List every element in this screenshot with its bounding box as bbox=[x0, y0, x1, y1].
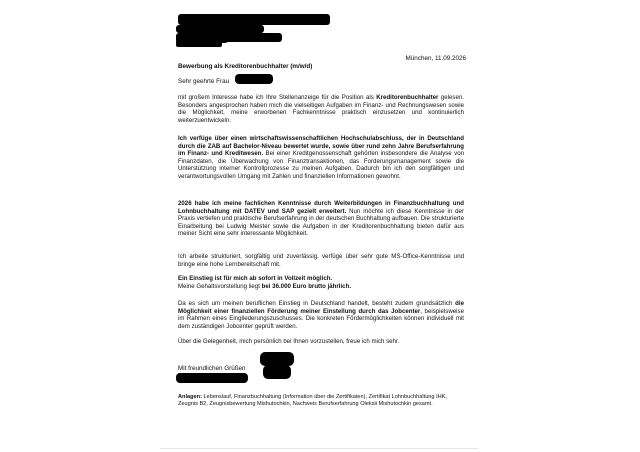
letter-page bbox=[160, 0, 478, 452]
redacted-address bbox=[176, 25, 264, 33]
intro-text: mit großem Interesse habe ich Ihre Stellenanzeige für die Position als bbox=[178, 94, 377, 101]
paragraph-skills bbox=[178, 253, 464, 268]
letter-salutation bbox=[178, 78, 229, 85]
availability-bold: Ein Einstieg ist für mich ab sofort in Vollzeit möglich. bbox=[178, 275, 333, 282]
attachments-text: Lebenslauf, Finanzbuchhaltung (Information über die Zertifikaten), Zertifikat Lohnbuchhaltung IHK, Zeugnis B2, Zeugnisbewertung Mishutochkin, Nachweis Berufserfahrung Oleksii Mishutochkin gesamt. bbox=[178, 394, 447, 407]
skills-text: Ich arbeite strukturiert, sorgfältig und zuverlässig, verfüge über sehr gute MS-Office-Kenntnisse und bringe eine hohe Lernbereitschaft mit. bbox=[178, 253, 464, 268]
paragraph-training bbox=[178, 200, 464, 238]
page-edge bbox=[160, 448, 478, 449]
redacted-recipient-name bbox=[235, 74, 273, 84]
funding-text-2: , beispielsweise im Rahmen eines Eingliederungszuschusses. Die konkreten Fördermöglichkeiten können individuell mit dem zuständigen Jobcenter geprüft werden. bbox=[178, 307, 464, 330]
funding-text: Da es sich um meinen beruflichen Einstieg in Deutschland handelt, besteht zudem grundsätzlich bbox=[178, 300, 456, 307]
redacted-signature bbox=[260, 352, 294, 366]
intro-position: Kreditorenbuchhalter bbox=[376, 94, 439, 101]
letter-subject: Bewerbung als Kreditorenbuchhalter (m/w/d) bbox=[178, 63, 313, 70]
redacted-recipient bbox=[176, 40, 222, 47]
letter-date: München, 11.09.2026 bbox=[405, 55, 466, 62]
paragraph-intro bbox=[178, 94, 464, 124]
paragraph-funding bbox=[178, 300, 464, 330]
intro-text-2: gelesen. Besonders angesprochen haben mich die vielseitigen Aufgaben im Finanz- und Rechnungswesen sowie die Möglichkeit, meine erworbenen Fachkenntnisse praktisch einzusetzen und kontinuierlich weiterzuentwickeln. bbox=[178, 94, 464, 124]
training-bold: 2026 habe ich meine fachlichen Kenntnisse durch Weiterbildungen in Finanzbuchhaltung und Lohnbuchhaltung mit DATEV und SAP gezielt erweitert. bbox=[178, 200, 464, 215]
salutation-text: Sehr geehrte Frau bbox=[178, 78, 230, 85]
redacted-name bbox=[178, 14, 330, 25]
closing-text: Über die Gelegenheit, mich persönlich bei Ihnen vorzustellen, freue ich mich sehr. bbox=[178, 338, 400, 345]
qualification-text: Bei einer Kreditgenossenschaft gehörten insbesondere die Analyse von Finanzdaten, die Überwachung von Finanztransaktionen, das Forderungsmanagement sowie die Unterstützung interner Kontrollprozesse zu meinen Aufgaben. Dadurch bin ich den sorgfältigen und verantwortungsvollen Umgang mit Zahlen und finanziellen Informationen gewohnt. bbox=[178, 150, 464, 180]
redacted-signer-name bbox=[176, 373, 248, 383]
redacted-signature-2 bbox=[263, 365, 291, 379]
attachments-label: Anlagen: bbox=[178, 394, 202, 400]
paragraph-qualification bbox=[178, 135, 464, 180]
funding-bold: die Möglichkeit einer finanziellen Förderung meiner Einstellung durch das Jobcenter bbox=[178, 300, 464, 315]
salary-bold: bei 36.000 Euro brutto jährlich. bbox=[261, 282, 352, 290]
salary-text: Meine Gehaltsvorstellung liegt bbox=[178, 282, 262, 290]
letter-closing: Mit freundlichen Grüßen bbox=[178, 365, 246, 372]
training-text: Nun möchte ich diese Kenntnisse in der Praxis vertiefen und praktische Berufserfahrung in der deutschen Buchhaltung aufbauen. Die strukturierte Einarbeitung bei Ludwig Meister sowie die Aufgaben in der Kreditorenbuchhaltung bieten dafür aus meiner Sicht eine sehr interessante Möglichkeit. bbox=[178, 207, 464, 238]
letter-attachments bbox=[178, 394, 468, 408]
paragraph-closing bbox=[178, 338, 464, 346]
paragraph-availability bbox=[178, 275, 464, 290]
qualification-bold: Ich verfüge über einen wirtschaftswissenschaftlichen Hochschulabschluss, der in Deutschland durch die ZAB auf Bachelor-Niveau bewertet wurde, sowie über rund zehn Jahre Berufserfahrung im Finanz- und Kreditwesen. bbox=[178, 135, 464, 158]
